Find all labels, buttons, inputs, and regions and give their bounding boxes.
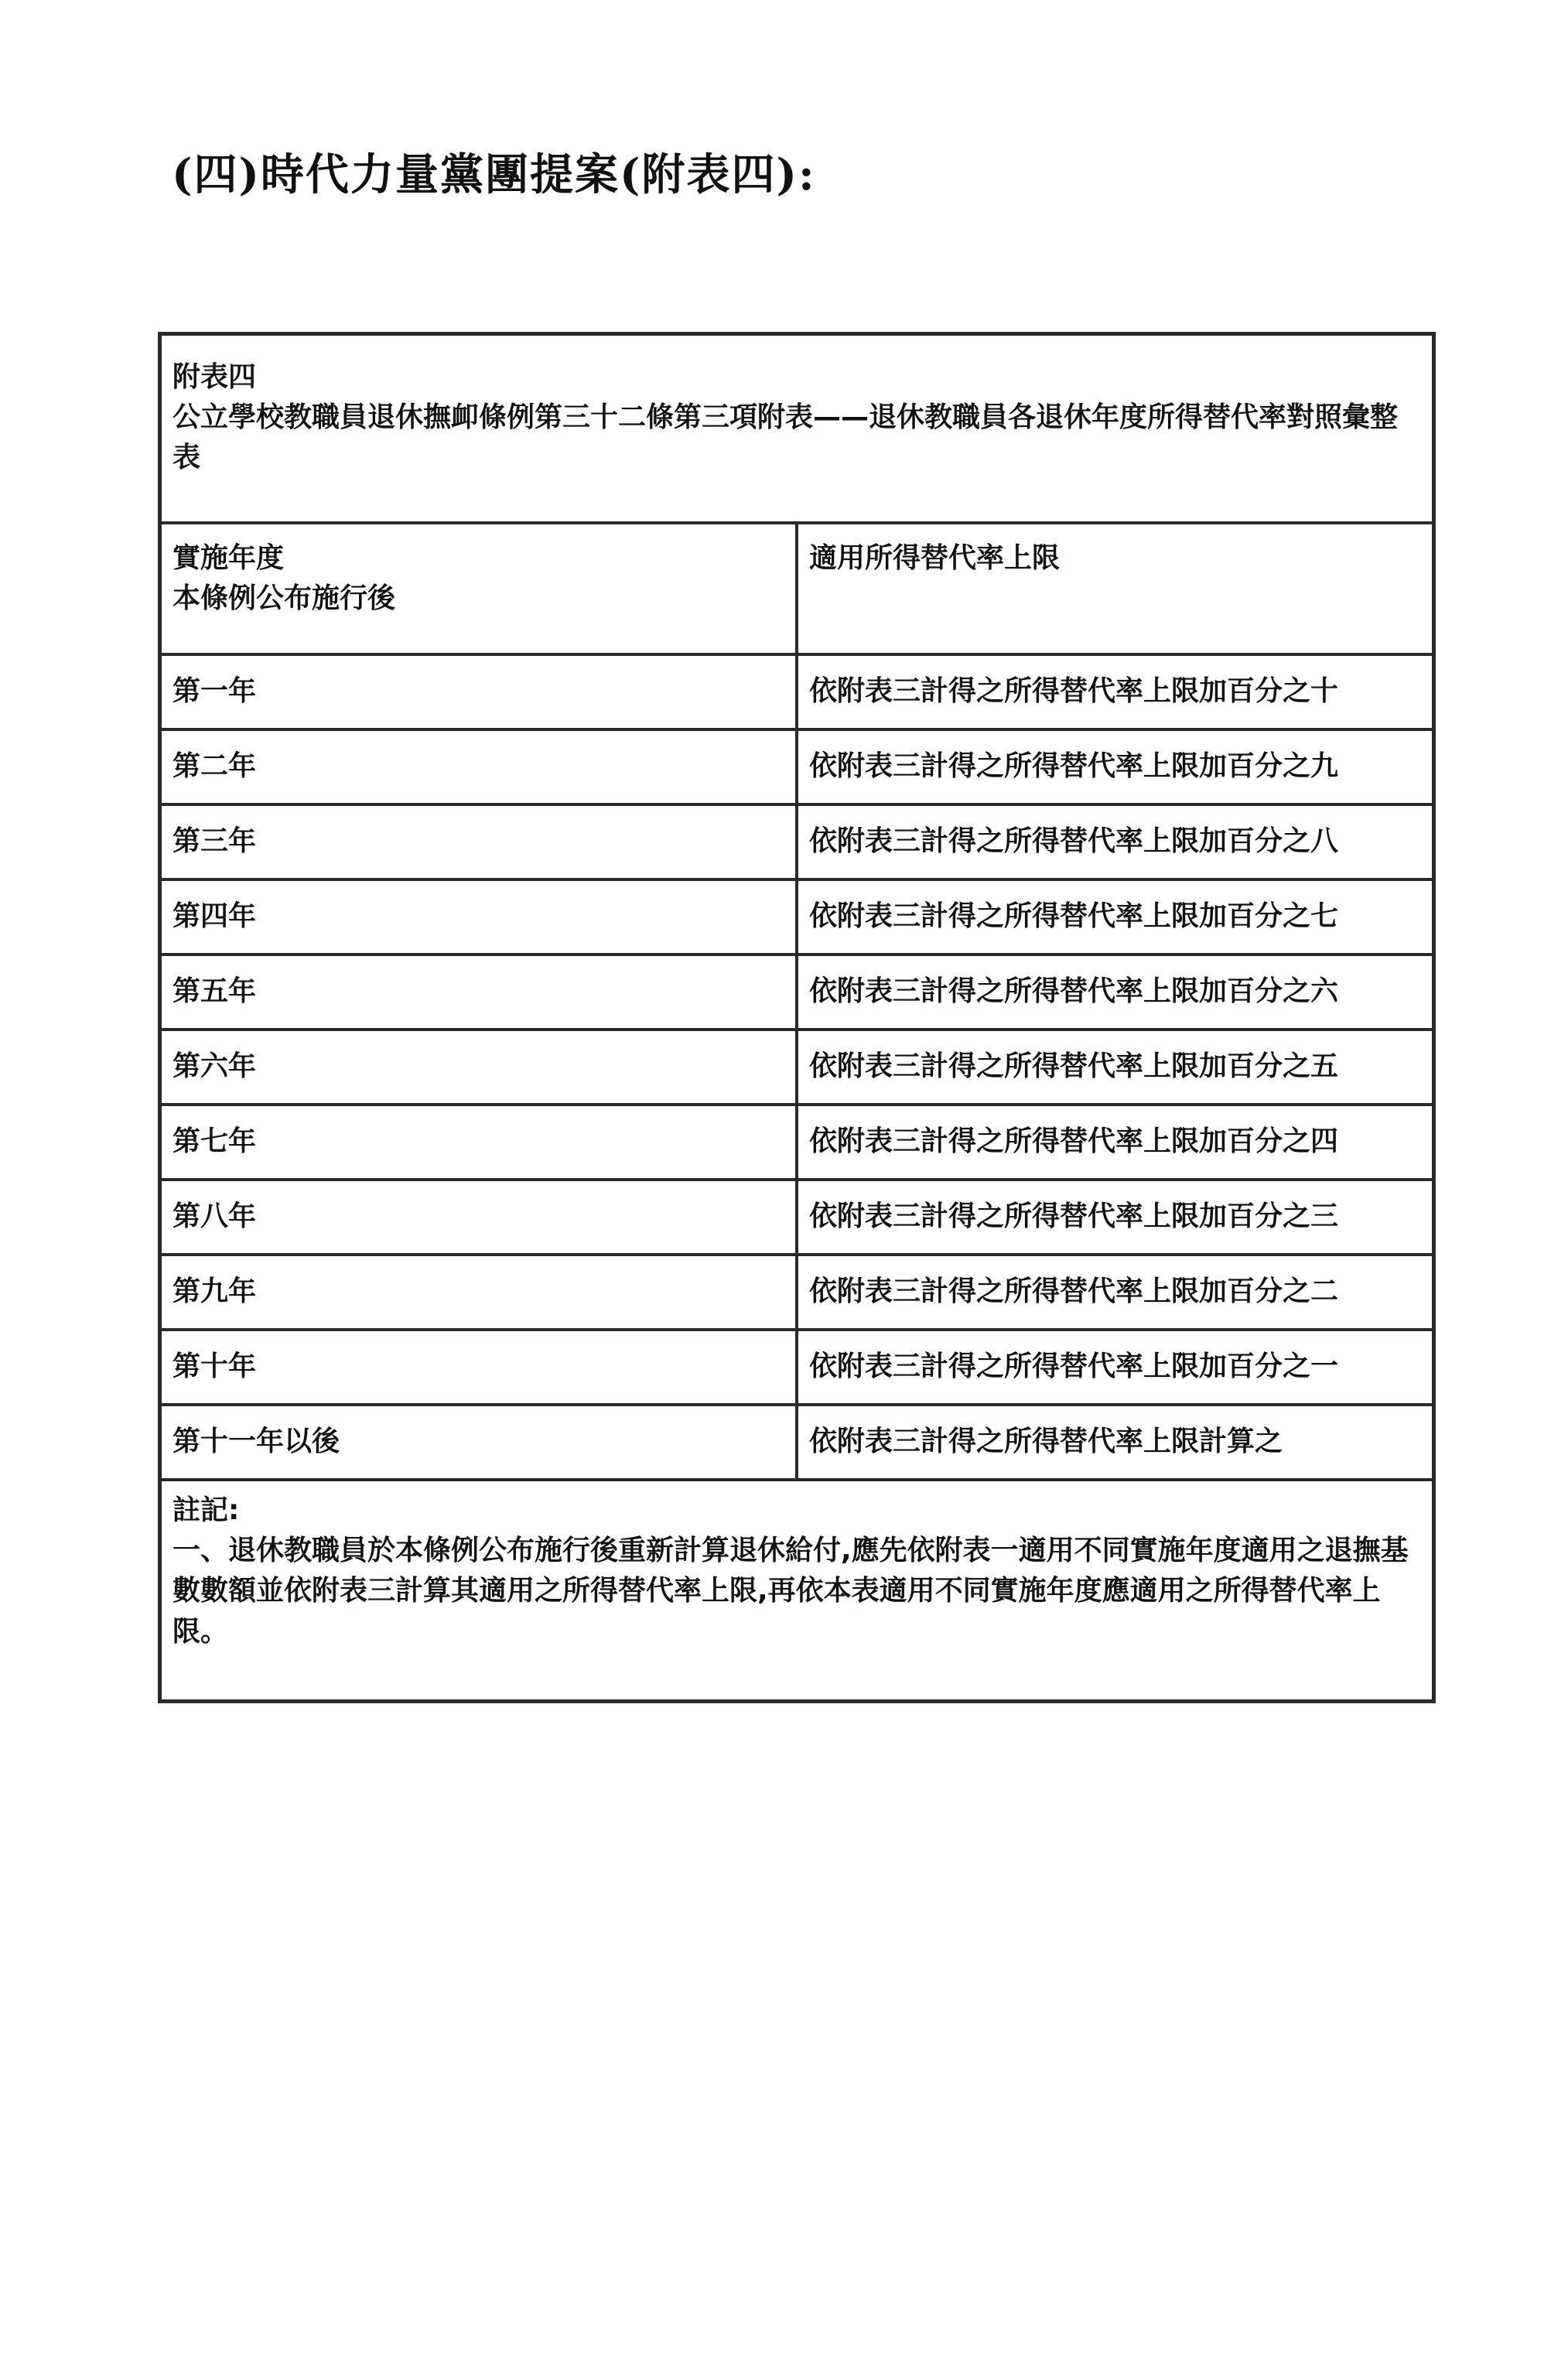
table-row [160,1180,1434,1255]
year-cell: 第六年 [160,1030,798,1105]
year-cell: 第一年 [160,654,798,729]
year-cell: 第九年 [160,1255,798,1330]
rate-cell: 依附表三計得之所得替代率上限加百分之十 [797,654,1434,729]
year-cell: 第二年 [160,729,798,804]
replacement-rate-table [158,332,1436,1703]
rate-cell: 依附表三計得之所得替代率上限加百分之五 [797,1030,1434,1105]
rate-cell: 依附表三計得之所得替代率上限加百分之六 [797,955,1434,1030]
table-note-row [160,1480,1434,1702]
table-row [160,804,1434,879]
year-cell: 第十年 [160,1330,798,1405]
table-row [160,1255,1434,1330]
header-year [160,523,798,654]
year-cell: 第四年 [160,879,798,955]
table-row [160,654,1434,729]
table-row [160,1030,1434,1105]
table-row [160,955,1434,1030]
page-title: (四)時代力量黨團提案(附表四): [172,149,816,200]
rate-cell: 依附表三計得之所得替代率上限計算之 [797,1405,1434,1480]
rate-cell: 依附表三計得之所得替代率上限加百分之二 [797,1255,1434,1330]
year-cell: 第五年 [160,955,798,1030]
rate-cell: 依附表三計得之所得替代率上限加百分之一 [797,1330,1434,1405]
rate-cell: 依附表三計得之所得替代率上限加百分之八 [797,804,1434,879]
rate-cell: 依附表三計得之所得替代率上限加百分之四 [797,1105,1434,1180]
table-caption [160,334,1434,524]
note-text: 一、退休教職員於本條例公布施行後重新計算退休給付,應先依附表一適用不同實施年度適用之退撫基數數額並依附表三計算其適用之所得替代率上限,再依本表適用不同實施年度應適用之所得替代率上限。 [173,1535,1409,1648]
caption-label: 附表四 [173,361,257,393]
table-row [160,1405,1434,1480]
table-header-row [160,523,1434,654]
note-label: 註記: [173,1494,240,1526]
table-row [160,729,1434,804]
header-year-line1: 實施年度 [173,542,285,574]
year-cell: 第七年 [160,1105,798,1180]
table-row [160,879,1434,955]
table-note [160,1480,1434,1702]
rate-cell: 依附表三計得之所得替代率上限加百分之三 [797,1180,1434,1255]
caption-title: 公立學校教職員退休撫卹條例第三十二條第三項附表——退休教職員各退休年度所得替代率對照彙整表 [173,401,1399,474]
year-cell: 第八年 [160,1180,798,1255]
rate-cell: 依附表三計得之所得替代率上限加百分之七 [797,879,1434,955]
header-rate: 適用所得替代率上限 [797,523,1434,654]
table-row [160,1330,1434,1405]
year-cell: 第三年 [160,804,798,879]
year-cell: 第十一年以後 [160,1405,798,1480]
table-caption-row [160,334,1434,524]
rate-cell: 依附表三計得之所得替代率上限加百分之九 [797,729,1434,804]
header-year-line2: 本條例公布施行後 [173,582,396,615]
table-row [160,1105,1434,1180]
